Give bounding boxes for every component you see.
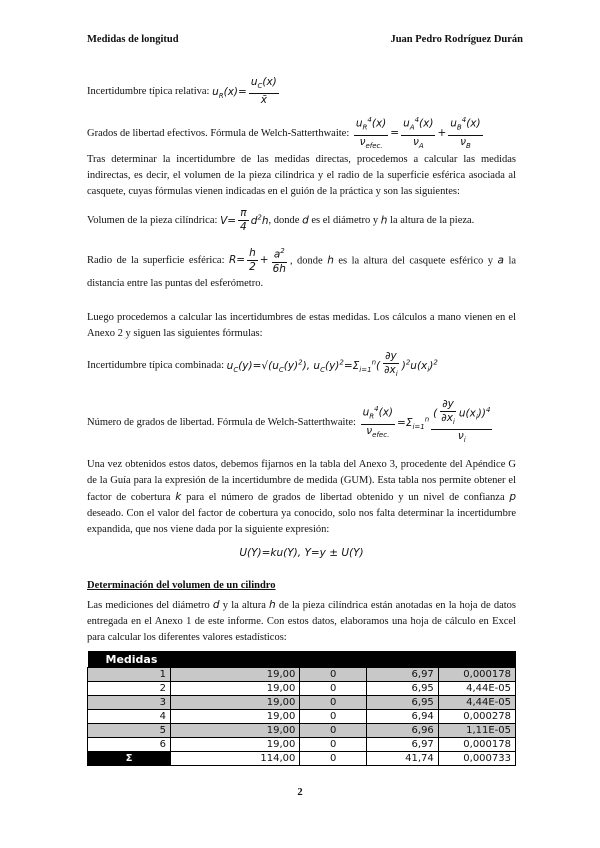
dof-line — [87, 398, 516, 447]
table-row — [88, 724, 516, 738]
table-header: Medidas — [88, 651, 516, 668]
table-row — [88, 668, 516, 682]
relative-uncertainty-formula: $u_R(x)=$ $\frac{u_C(x)}{x̄}$ — [212, 76, 277, 107]
height-dev-cell: 4,44E-05 — [438, 682, 515, 696]
volume-formula: V= $\frac{\pi}{4}$ $d^2h$ — [220, 207, 269, 233]
height-sum: 41,74 — [366, 752, 438, 766]
diameter-dev-cell: 0 — [300, 696, 366, 710]
dof-label: Número de grados de libertad. Fórmula de Welch-Satterthwaite: — [87, 417, 356, 429]
diameter-sum: 114,00 — [171, 752, 300, 766]
height-dev-cell: 0,000178 — [438, 738, 515, 752]
height-cell: 6,94 — [366, 710, 438, 724]
expanded-uncertainty-formula: U(Y)=ku(Y), Y=y ± U(Y) — [239, 547, 364, 559]
radius-text-c: es la altura del casquete esférico y — [338, 255, 494, 267]
height-cell: 6,96 — [366, 724, 438, 738]
row-index: 6 — [88, 738, 171, 752]
paragraph-indirect-measures: Tras determinar la incertidumbre de las medidas directas, procedemos a calcular las medidas indirectas, es decir, el volumen de la pieza cilíndrica y el radio de la superficie esférica asociada al casquete, cuyas fórmulas vienen indicadas en el guión de la práctica y son las siguientes: — [87, 154, 516, 197]
height-dev-cell: 1,11E-05 — [438, 724, 515, 738]
diameter-dev-cell: 0 — [300, 668, 366, 682]
radius-formula: R= $\frac{h}{2}$ + $\frac{a^2}{6h}$ — [229, 246, 286, 275]
volume-line: Volumen de la pieza cilíndrica: V= $\frac{\pi}{4}$ $d^2h$, donde d es el diámetro y h la altura de la pieza. — [87, 207, 475, 233]
height-cell: 6,97 — [366, 738, 438, 752]
measurements-table — [87, 651, 516, 766]
volume-text-d: la altura de la pieza. — [390, 215, 475, 227]
combined-uncertainty-formula: $u_C(y)=√(u_C(y)^2)$, $u_C(y)^2=\Sigma_{i=1}^n$( $\frac{\partial y}{\partial x_i}$ )$^2u(x_i)^2$ — [226, 350, 438, 379]
combined-uncertainty-line — [87, 350, 516, 381]
row-index: 5 — [88, 724, 171, 738]
measurements-text-c: de la pieza cilíndrica están anotadas en la hoja de datos entregada en el Anexo 1 de este informe. Con estos datos, elaboramos una hoja de cálculo en Excel para calcular los diferentes valores estadísticos: — [87, 600, 516, 643]
relative-uncertainty-line — [87, 76, 516, 107]
diameter-dev-cell: 0 — [300, 738, 366, 752]
coverage-text-a: Una vez obtenidos estos datos, debemos fijarnos en la tabla del Anexo 3, procedente del Apéndice G de la Guía para la expresión de la incertidumbre de medida (GUM). Esta tabla nos permite obtener el factor de cobertura — [87, 459, 516, 503]
radius-text-b: , donde — [289, 255, 323, 267]
sum-symbol: Σ — [88, 752, 171, 766]
radius-line: Radio de la superficie esférica: R= $\frac{h}{2}$ + $\frac{a^2}{6h}$ , donde h es la altura del casquete esférico y a la distancia entre las puntas del esferómetro. — [87, 246, 517, 289]
height-cell: 6,95 — [366, 696, 438, 710]
height-dev-cell: 0,000178 — [438, 668, 515, 682]
volume-text-b: , donde — [268, 215, 300, 227]
row-index: 1 — [88, 668, 171, 682]
height-dev-sum: 0,000733 — [438, 752, 515, 766]
diameter-cell: 19,00 — [171, 738, 300, 752]
radius-text-d: la distancia entre las puntas del esferómetro. — [87, 255, 517, 289]
volume-text-c: es el diámetro y — [311, 215, 379, 227]
effective-dof-line — [87, 114, 516, 153]
height-dev-cell: 0,000278 — [438, 710, 515, 724]
volume-label: Volumen de la pieza cilíndrica: — [87, 215, 218, 227]
diameter-dev-cell: 0 — [300, 710, 366, 724]
coverage-text-b: para el número de grados de libertad obtenido y un nivel de confianza — [186, 492, 505, 503]
effective-dof-formula: $\frac{u_R^4(x)}{\nu_{efec.}}$ = $\frac{u_A^4(x)}{\nu_A}$ + $\frac{u_B^4(x)}{\nu_B}$ — [355, 116, 481, 150]
diameter-cell: 19,00 — [171, 682, 300, 696]
radius-label: Radio de la superficie esférica: — [87, 254, 225, 266]
measurements-text-b: y la altura — [222, 600, 266, 611]
paragraph-uncertainty-calc: Luego procedemos a calcular las incertidumbres de estas medidas. Los cálculos a mano vienen en el Anexo 2 y siguen las siguientes fórmulas: — [87, 312, 516, 339]
dof-formula: $\frac{u_R^4(x)}{\nu_{efec.}}$ $=\Sigma_{i=1}^n$ ( $\frac{\partial y}{\partial x_i}$ $u(x_i))^4$ $\nu_i$ — [362, 398, 491, 445]
measurements-text-a: Las mediciones del diámetro — [87, 600, 210, 611]
combined-uncertainty-label: Incertidumbre típica combinada: — [87, 360, 225, 372]
paragraph-measurements: Las mediciones del diámetro d y la altura h de la pieza cilíndrica están anotadas en la hoja de datos entregada en el Anexo 1 de este informe. Con estos datos, elaboramos una hoja de cálculo en Excel para calcular los diferentes valores estadísticos: — [87, 599, 516, 643]
diameter-dev-cell: 0 — [300, 682, 366, 696]
page-number: 2 — [297, 787, 303, 798]
table-row — [88, 696, 516, 710]
header-title: Medidas de longitud — [87, 34, 179, 45]
diameter-dev-sum: 0 — [300, 752, 366, 766]
diameter-cell: 19,00 — [171, 696, 300, 710]
table-row — [88, 682, 516, 696]
height-cell: 6,97 — [366, 668, 438, 682]
section-title: Determinación del volumen de un cilindro — [87, 580, 276, 591]
header-author: Juan Pedro Rodríguez Durán — [390, 34, 523, 45]
diameter-dev-cell: 0 — [300, 724, 366, 738]
table-row — [88, 738, 516, 752]
row-index: 2 — [88, 682, 171, 696]
diameter-cell: 19,00 — [171, 668, 300, 682]
diameter-cell: 19,00 — [171, 724, 300, 738]
diameter-cell: 19,00 — [171, 710, 300, 724]
height-dev-cell: 4,44E-05 — [438, 696, 515, 710]
paragraph-coverage: Una vez obtenidos estos datos, debemos fijarnos en la tabla del Anexo 3, procedente del Apéndice G de la Guía para la expresión de la incertidumbre de medida (GUM). Esta tabla nos permite obtener el factor de cobertura k para el número de grados de libertad obtenido y un nivel de confianza p deseado. Con el valor del factor de cobertura ya conocido, solo nos falta determinar la incertidumbre expandida, que nos viene dada por la siguiente expresión: — [87, 459, 517, 535]
coverage-text-c: deseado. Con el valor del factor de cobertura ya conocido, solo nos falta determinar la incertidumbre expandida, que nos viene dada por la siguiente expresión: — [87, 508, 516, 535]
height-cell: 6,95 — [366, 682, 438, 696]
table-sum-row — [88, 752, 516, 766]
effective-dof-label: Grados de libertad efectivos. Fórmula de Welch-Satterthwaite: — [87, 127, 350, 139]
row-index: 4 — [88, 710, 171, 724]
table-row — [88, 710, 516, 724]
row-index: 3 — [88, 696, 171, 710]
relative-uncertainty-label: Incertidumbre típica relativa: — [87, 86, 210, 98]
